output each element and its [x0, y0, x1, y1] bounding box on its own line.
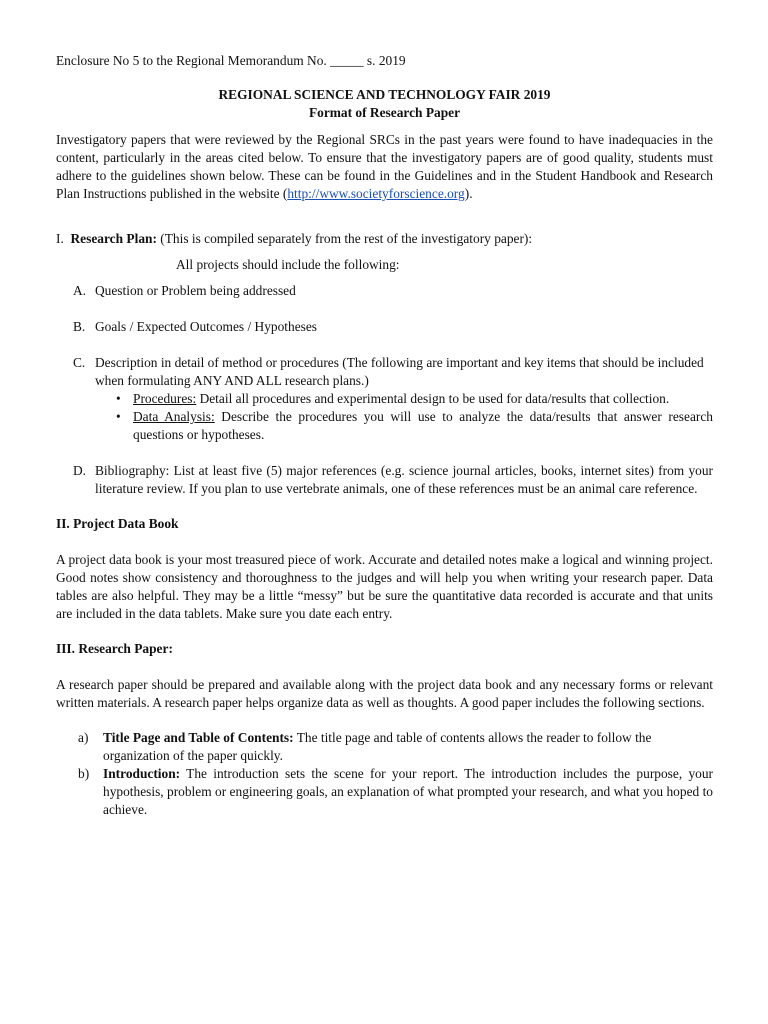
list-marker: b) [78, 766, 90, 781]
list-item-text [103, 765, 713, 819]
document-page [56, 52, 713, 819]
research-plan-label: Research Plan: [70, 231, 157, 246]
research-plan-note: (This is compiled separately from the rest of the investigatory paper): [156, 231, 533, 246]
research-paper-title: III. Research Paper: [56, 641, 173, 656]
list-item [56, 729, 713, 765]
research-paper-paragraph: A research paper should be prepared and available along with the project data book and any necessary forms or relevant written materials. A research paper helps organize data as well as thoughts. A good paper includes the following sections. [56, 677, 713, 710]
bullet-glyph: • [116, 409, 121, 424]
data-analysis-text: Describe the procedures you will use to analyze the data/results that answer research questions or hypotheses. [133, 409, 713, 442]
list-item-text [103, 729, 713, 765]
introduction-label: Introduction: [103, 766, 181, 781]
list-item-text: Question or Problem being addressed [95, 283, 296, 298]
list-item [56, 282, 713, 300]
section-project-data-book-heading [56, 515, 713, 533]
intro-paragraph [56, 131, 713, 203]
research-plan-lead: All projects should include the following: [176, 257, 400, 272]
list-item [56, 462, 713, 498]
list-item-text: Goals / Expected Outcomes / Hypotheses [95, 319, 318, 334]
project-data-book-title: II. Project Data Book [56, 516, 179, 531]
bullet-glyph: • [116, 391, 121, 406]
list-item [56, 354, 713, 390]
intro-text-end: ). [464, 186, 473, 201]
document-title: REGIONAL SCIENCE AND TECHNOLOGY FAIR 2019 [218, 87, 551, 102]
list-marker: B. [73, 319, 86, 334]
document-subtitle: Format of Research Paper [308, 105, 461, 120]
intro-text: Investigatory papers that were reviewed by the Regional SRCs in the past years were found to have inadequacies in the content, particularly in the areas cited below. To ensure that the investigatory papers are of good quality, students must adhere to the guidelines shown below. These can be found in the Guidelines and in the Student Handbook and Research Plan Instructions published in the website ( [56, 132, 713, 201]
list-item-text: Bibliography: List at least five (5) major references (e.g. science journal articles, books, internet sites) from your literature review. If you plan to use vertebrate animals, one of these references must be an animal care reference. [95, 463, 713, 496]
title-page-text: The title page and table of contents allows the reader to follow the organization of the paper quickly. [103, 730, 652, 763]
procedures-text: Detail all procedures and experimental design to be used for data/results that collection. [196, 391, 670, 406]
bullet-item [56, 408, 713, 444]
introduction-text: The introduction sets the scene for your report. The introduction includes the purpose, your hypothesis, problem or engineering goals, an explanation of what prompted your research, and what you hoped to achieve. [103, 766, 713, 817]
list-marker: C. [73, 355, 86, 370]
list-marker: a) [78, 730, 89, 745]
list-marker: A. [73, 283, 87, 298]
list-marker: D. [73, 463, 87, 478]
title-page-label: Title Page and Table of Contents: [103, 730, 294, 745]
bullet-item [56, 390, 713, 408]
list-item [56, 318, 713, 336]
project-data-book-paragraph: A project data book is your most treasured piece of work. Accurate and detailed notes make a logical and winning project. Good notes show consistency and thoroughness to the judges and will help you when writing your research paper. Data tables are also helpful. They may be a little “messy” but be sure the quantitative data recorded is accurate and that units are included in the data tablets. Make sure you date each entry. [56, 552, 713, 621]
bullet-text [133, 390, 713, 408]
procedures-label: Procedures: [133, 391, 197, 406]
bullet-text [133, 408, 713, 444]
enclosure-line: Enclosure No 5 to the Regional Memorandum No. _____ s. 2019 [56, 53, 406, 68]
section-research-plan-heading [56, 230, 713, 248]
section-research-paper-heading [56, 640, 713, 658]
list-item [56, 765, 713, 819]
list-item-text: Description in detail of method or procedures (The following are important and key items that should be included when formulating ANY AND ALL research plans.) [95, 355, 704, 388]
society-for-science-link[interactable]: http://www.societyforscience.org [287, 186, 465, 201]
data-analysis-label: Data Analysis: [133, 409, 215, 424]
section-numeral: I. [56, 231, 64, 246]
